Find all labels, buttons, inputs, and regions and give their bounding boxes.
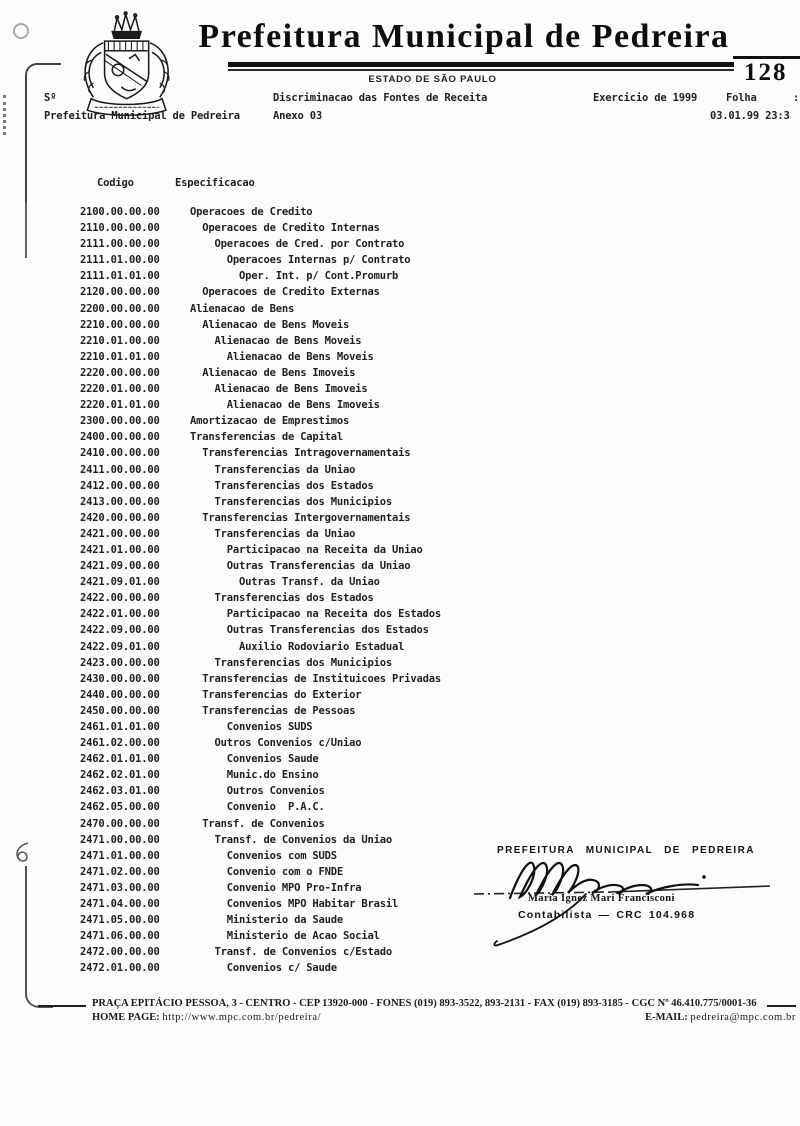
row-spec: Operacoes de Credito Internas — [190, 222, 380, 235]
table-row — [0, 542, 800, 558]
row-code: 2462.01.01.00 — [80, 753, 160, 766]
row-spec: Alienacao de Bens Imoveis — [190, 399, 380, 412]
table-row — [0, 606, 800, 622]
frame-top-bracket — [25, 63, 61, 205]
row-code: 2220.00.00.00 — [80, 366, 160, 379]
row-code: 2462.02.01.00 — [80, 769, 160, 782]
table-row — [0, 220, 800, 236]
row-code: 2471.02.00.00 — [80, 865, 160, 878]
row-code: 2471.05.00.00 — [80, 914, 160, 927]
row-code: 2100.00.00.00 — [80, 206, 160, 218]
row-spec: Operacoes de Cred. por Contrato — [190, 238, 405, 251]
table-row — [0, 510, 800, 526]
table-row — [0, 558, 800, 574]
row-spec: Convenio com o FNDE — [190, 865, 344, 878]
row-code: 2461.02.00.00 — [80, 737, 160, 750]
row-code: 2423.00.00.00 — [80, 656, 160, 669]
row-code: 2111.01.00.00 — [80, 254, 160, 267]
row-code: 2120.00.00.00 — [80, 286, 160, 299]
row-spec: Outras Transferencias da Uniao — [190, 560, 411, 573]
table-row — [0, 526, 800, 542]
state-subtitle: ESTADO DE SÃO PAULO — [368, 74, 497, 85]
row-spec: Convenio P.A.C. — [190, 801, 325, 814]
row-code: 2110.00.00.00 — [80, 222, 160, 235]
row-code: 2471.00.00.00 — [80, 833, 160, 846]
document-title: Prefeitura Municipal de Pedreira — [198, 18, 730, 55]
homepage-url[interactable]: http://www.mpc.com.br/pedreira/ — [162, 1012, 322, 1023]
row-code: 2471.04.00.00 — [80, 898, 160, 911]
row-spec: Amortizacao de Emprestimos — [190, 415, 350, 428]
row-code: 2462.03.01.00 — [80, 785, 160, 798]
table-row — [0, 590, 800, 606]
report-title: Discriminacao das Fontes de Receita — [273, 92, 488, 104]
row-spec: Convenios SUDS — [190, 721, 313, 733]
table-row — [0, 381, 800, 397]
table-row — [0, 445, 800, 461]
row-spec: Operacoes de Credito — [190, 206, 313, 218]
row-spec: Transferencias Intergovernamentais — [190, 511, 411, 524]
row-code: 2300.00.00.00 — [80, 415, 160, 428]
row-spec: Convenios MPO Habitar Brasil — [190, 898, 399, 911]
title-rule-thin — [228, 69, 734, 71]
footer-email — [560, 1012, 796, 1023]
column-header-spec: Especificacao — [175, 177, 255, 189]
row-code: 2450.00.00.00 — [80, 704, 160, 717]
table-row — [0, 719, 800, 735]
annex-label: Anexo 03 — [273, 110, 322, 122]
row-code: 2210.01.00.00 — [80, 334, 160, 347]
org-code: Sº — [44, 92, 57, 104]
table-row — [0, 622, 800, 638]
footer-dash-right — [767, 1005, 796, 1007]
row-spec: Transferencias de Instituicoes Privadas — [190, 672, 441, 685]
row-spec: Alienacao de Bens Moveis — [190, 334, 362, 347]
row-spec: Transferencias da Uniao — [190, 527, 356, 540]
table-row — [0, 236, 800, 252]
row-code: 2472.01.00.00 — [80, 962, 160, 975]
punch-hole-mark — [13, 23, 29, 39]
row-spec: Outros Convenios c/Uniao — [190, 737, 362, 750]
row-code: 2470.00.00.00 — [80, 817, 160, 830]
row-spec: Transferencias de Capital — [190, 431, 344, 444]
table-row — [0, 252, 800, 268]
page-number: 128 — [744, 59, 788, 86]
row-spec: Transferencias dos Municipios — [190, 495, 393, 508]
print-datetime: 03.01.99 23:3 — [710, 110, 790, 122]
table-row — [0, 783, 800, 799]
row-spec: Transferencias dos Municipios — [190, 656, 393, 669]
table-row — [0, 317, 800, 333]
table-row — [0, 301, 800, 317]
row-code: 2471.01.00.00 — [80, 849, 160, 862]
row-code: 2471.06.00.00 — [80, 930, 160, 943]
row-code: 2422.01.00.00 — [80, 608, 160, 621]
table-row — [0, 494, 800, 510]
row-spec: Participacao na Receita da Uniao — [190, 543, 423, 556]
table-row — [0, 816, 800, 832]
sheet-label: Folha — [726, 92, 757, 104]
table-row — [0, 365, 800, 381]
row-spec: Convenios com SUDS — [190, 849, 337, 862]
row-spec: Transf. de Convenios da Uniao — [190, 833, 393, 846]
footer-homepage — [92, 1012, 321, 1023]
row-spec: Ministerio da Saude — [190, 914, 344, 927]
row-code: 2411.00.00.00 — [80, 463, 160, 476]
table-row — [0, 735, 800, 751]
sheet-separator: : — [793, 92, 800, 104]
row-code: 2421.09.01.00 — [80, 576, 160, 589]
table-row — [0, 333, 800, 349]
email-address[interactable]: pedreira@mpc.com.br — [690, 1012, 796, 1023]
row-spec: Outras Transf. da Uniao — [190, 576, 380, 589]
row-code: 2413.00.00.00 — [80, 495, 160, 508]
footer-address-line: PRAÇA EPITÁCIO PESSOA, 3 - CENTRO - CEP 13920-000 - FONES (019) 893-3522, 893-2131 - FAX (019) 893-3185 - CGC Nº 46.410.775/0001-36 — [92, 998, 757, 1009]
row-code: 2462.05.00.00 — [80, 801, 160, 814]
row-code: 2422.09.01.00 — [80, 640, 160, 653]
row-spec: Transferencias dos Estados — [190, 592, 374, 605]
row-spec: Transferencias do Exterior — [190, 688, 362, 701]
row-spec: Alienacao de Bens Imoveis — [190, 366, 356, 379]
table-row — [0, 960, 800, 976]
row-code: 2420.00.00.00 — [80, 511, 160, 524]
table-row — [0, 671, 800, 687]
footer-dash-left — [38, 1005, 86, 1007]
row-code: 2421.01.00.00 — [80, 543, 160, 556]
row-spec: Transferencias da Uniao — [190, 463, 356, 476]
row-code: 2461.01.01.00 — [80, 721, 160, 733]
row-code: 2421.00.00.00 — [80, 527, 160, 540]
row-code: 2472.00.00.00 — [80, 946, 160, 959]
row-code: 2412.00.00.00 — [80, 479, 160, 492]
signature-stamp-text: PREFEITURA MUNICIPAL DE PEDREIRA — [497, 845, 755, 856]
row-spec: Transferencias Intragovernamentais — [190, 447, 411, 460]
city-coat-of-arms-icon — [72, 10, 187, 126]
row-code: 2220.01.00.00 — [80, 383, 160, 396]
homepage-label: HOME PAGE: — [92, 1012, 160, 1023]
email-label: E-MAIL: — [645, 1012, 688, 1023]
table-row — [0, 284, 800, 300]
table-row — [0, 655, 800, 671]
row-code: 2200.00.00.00 — [80, 302, 160, 315]
row-spec: Convenios c/ Saude — [190, 962, 337, 975]
table-row — [0, 703, 800, 719]
row-spec: Alienacao de Bens Imoveis — [190, 383, 368, 396]
table-row — [0, 639, 800, 655]
left-dotted-mark — [3, 95, 6, 135]
row-spec: Transf. de Convenios c/Estado — [190, 946, 393, 959]
table-row — [0, 751, 800, 767]
table-row — [0, 462, 800, 478]
row-spec: Convenios Saude — [190, 753, 319, 766]
row-code: 2210.00.00.00 — [80, 318, 160, 331]
row-spec: Oper. Int. p/ Cont.Promurb — [190, 270, 399, 283]
row-spec: Convenio MPO Pro-Infra — [190, 881, 362, 894]
row-code: 2440.00.00.00 — [80, 688, 160, 701]
row-spec: Alienacao de Bens — [190, 302, 295, 315]
row-spec: Alienacao de Bens Moveis — [190, 350, 374, 363]
row-code: 2220.01.01.00 — [80, 399, 160, 412]
row-code: 2400.00.00.00 — [80, 431, 160, 444]
row-spec: Participacao na Receita dos Estados — [190, 608, 441, 621]
row-spec: Operacoes de Credito Externas — [190, 286, 380, 299]
row-code: 2422.09.00.00 — [80, 624, 160, 637]
row-spec: Munic.do Ensino — [190, 769, 319, 782]
table-row — [0, 767, 800, 783]
row-code: 2111.00.00.00 — [80, 238, 160, 251]
row-spec: Operacoes Internas p/ Contrato — [190, 254, 411, 267]
table-row — [0, 429, 800, 445]
table-row — [0, 204, 800, 220]
row-code: 2210.01.01.00 — [80, 350, 160, 363]
table-row — [0, 478, 800, 494]
exercise-label: Exercicio de 1999 — [593, 92, 698, 104]
row-spec: Outros Convenios — [190, 785, 325, 798]
table-row — [0, 799, 800, 815]
row-spec: Transf. de Convenios — [190, 817, 325, 830]
table-row — [0, 349, 800, 365]
row-code: 2111.01.01.00 — [80, 270, 160, 283]
table-row — [0, 574, 800, 590]
signatory-name: Maria Ignez Mari Francisconi — [528, 893, 675, 904]
row-spec: Ministerio de Acao Social — [190, 930, 380, 943]
table-row — [0, 397, 800, 413]
table-row — [0, 268, 800, 284]
row-code: 2471.03.00.00 — [80, 881, 160, 894]
row-code: 2430.00.00.00 — [80, 672, 160, 685]
table-row — [0, 413, 800, 429]
row-spec: Auxilio Rodoviario Estadual — [190, 640, 405, 653]
org-name: Prefeitura Municipal de Pedreira — [44, 110, 240, 122]
frame-bottom-bracket — [25, 974, 53, 1008]
row-code: 2422.00.00.00 — [80, 592, 160, 605]
row-spec: Transferencias de Pessoas — [190, 704, 356, 717]
title-rule-thick — [228, 62, 734, 67]
row-code: 2421.09.00.00 — [80, 560, 160, 573]
row-code: 2410.00.00.00 — [80, 447, 160, 460]
row-spec: Transferencias dos Estados — [190, 479, 374, 492]
column-header-code: Codigo — [97, 177, 134, 189]
signatory-role: Contabilista — CRC 104.968 — [518, 909, 696, 921]
row-spec: Outras Transferencias dos Estados — [190, 624, 429, 637]
row-spec: Alienacao de Bens Moveis — [190, 318, 350, 331]
table-row — [0, 687, 800, 703]
